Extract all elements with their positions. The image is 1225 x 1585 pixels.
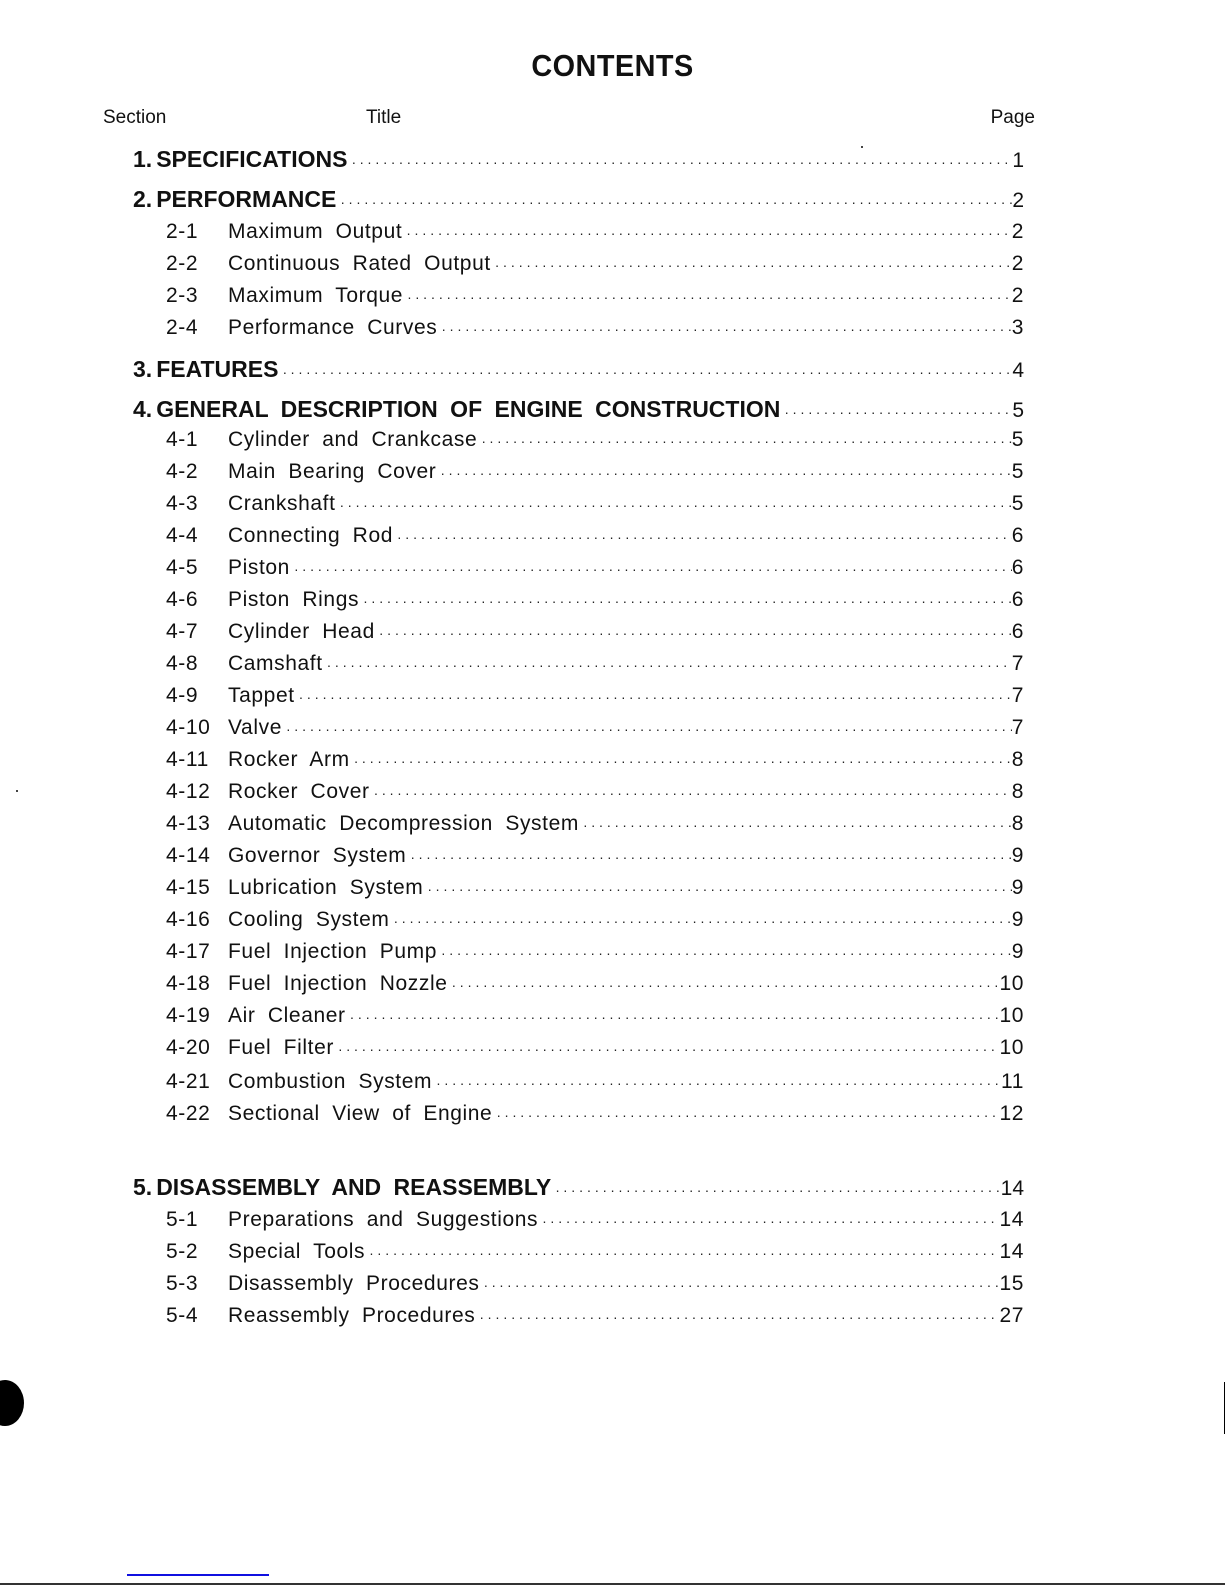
toc-entry-page: 9 [1011, 908, 1024, 931]
toc-entry-number: 4-14 [166, 844, 211, 867]
toc-entry[interactable] [166, 844, 1024, 868]
toc-entry-number: 4-1 [166, 428, 199, 451]
toc-entry-title: Connecting Rod [228, 524, 393, 547]
toc-entry[interactable] [166, 1036, 1024, 1060]
toc-entry-page: 10 [999, 1004, 1024, 1027]
toc-entry-number: 4-22 [166, 1102, 211, 1125]
dot-leader [492, 1107, 999, 1123]
toc-entry-title: Maximum Output [228, 220, 403, 243]
dot-leader [437, 945, 1012, 961]
toc-entry-title: Rocker Cover [228, 780, 370, 803]
toc-entry-number: 4-10 [166, 716, 211, 739]
toc-entry-title: Special Tools [228, 1240, 366, 1263]
dot-leader [336, 194, 1012, 210]
dot-leader [403, 289, 1012, 305]
toc-entry-title: Preparations and Suggestions [228, 1208, 539, 1231]
toc-entry-number: 4-21 [166, 1070, 211, 1093]
toc-entry-title: Piston Rings [228, 588, 360, 611]
toc-entry[interactable] [166, 716, 1024, 740]
toc-entry[interactable] [133, 356, 1024, 383]
blue-underline-mark [127, 1574, 269, 1576]
toc-entry-number: 4-13 [166, 812, 211, 835]
toc-entry-page: 14 [1000, 1177, 1024, 1200]
toc-entry-page: 27 [999, 1304, 1024, 1327]
toc-entry[interactable] [166, 1208, 1024, 1232]
toc-entry-page: 10 [999, 1036, 1024, 1059]
dot-leader [436, 465, 1011, 481]
toc-entry[interactable] [166, 1102, 1024, 1126]
toc-entry[interactable] [166, 940, 1024, 964]
binder-hole-mark [0, 1380, 24, 1426]
toc-entry-number: 4. [133, 396, 153, 422]
toc-entry-page: 9 [1011, 844, 1024, 867]
dot-leader [479, 1277, 999, 1293]
dot-leader [389, 913, 1011, 929]
dot-leader [375, 625, 1012, 641]
toc-entry-number: 2-3 [166, 284, 199, 307]
toc-entry-page: 4 [1012, 359, 1024, 382]
dot-leader [477, 433, 1011, 449]
toc-entry-page: 7 [1011, 652, 1024, 675]
toc-entry-number: 5. [133, 1174, 153, 1200]
toc-entry-title: Sectional View of Engine [228, 1102, 493, 1125]
dot-leader [406, 849, 1011, 865]
toc-entry[interactable] [166, 908, 1024, 932]
toc-entry[interactable] [166, 1304, 1024, 1328]
toc-entry[interactable] [166, 1272, 1024, 1296]
toc-entry[interactable] [166, 812, 1024, 836]
toc-entry-title: Governor System [228, 844, 407, 867]
dot-leader [402, 225, 1011, 241]
toc-entry-title: Piston [228, 556, 290, 579]
toc-entry[interactable] [166, 284, 1024, 308]
dot-leader [334, 1041, 999, 1057]
dot-leader [346, 1009, 1000, 1025]
toc-entry-title: Rocker Arm [228, 748, 350, 771]
scan-speck [16, 790, 18, 792]
toc-entry-title: Cooling System [228, 908, 390, 931]
toc-entry-title: Disassembly Procedures [228, 1272, 480, 1295]
toc-entry-page: 7 [1011, 716, 1024, 739]
toc-entry-page: 2 [1012, 189, 1024, 212]
toc-entry-number: 5-4 [166, 1304, 199, 1327]
toc-entry-number: 4-18 [166, 972, 211, 995]
toc-entry-number: 4-7 [166, 620, 199, 643]
toc-entry-title: FEATURES [156, 356, 279, 382]
toc-entry[interactable] [133, 146, 1024, 173]
toc-entry-page: 7 [1011, 684, 1024, 707]
toc-entry-number: 2. [133, 186, 153, 212]
dot-leader [538, 1213, 999, 1229]
toc-entry[interactable] [166, 780, 1024, 804]
dot-leader [393, 529, 1012, 545]
toc-entry-page: 5 [1011, 460, 1024, 483]
toc-entry-number: 4-6 [166, 588, 199, 611]
toc-entry[interactable] [166, 876, 1024, 900]
dot-leader [551, 1182, 1000, 1198]
dot-leader [491, 257, 1012, 273]
toc-entry-number: 1. [133, 146, 153, 172]
toc-entry[interactable] [166, 428, 1024, 452]
dot-leader [347, 154, 1012, 170]
toc-entry-number: 4-16 [166, 908, 211, 931]
toc-entry-page: 2 [1011, 252, 1024, 275]
toc-entry[interactable] [166, 316, 1024, 340]
toc-entry-title: DISASSEMBLY AND REASSEMBLY [156, 1174, 552, 1200]
toc-entry-title: Fuel Filter [228, 1036, 334, 1059]
toc-entry-title: Cylinder Head [228, 620, 375, 643]
toc-entry[interactable] [166, 972, 1024, 996]
column-header-section: Section [103, 107, 167, 128]
toc-entry-page: 2 [1011, 284, 1024, 307]
dot-leader [290, 561, 1012, 577]
toc-entry-page: 8 [1011, 748, 1024, 771]
toc-entry-number: 4-2 [166, 460, 199, 483]
toc-entry-number: 4-15 [166, 876, 211, 899]
toc-entry-title: Camshaft [228, 652, 323, 675]
scan-speck [861, 146, 863, 148]
toc-entry-number: 4-9 [166, 684, 199, 707]
toc-entry-number: 4-19 [166, 1004, 211, 1027]
toc-entry[interactable] [166, 748, 1024, 772]
dot-leader [350, 753, 1012, 769]
toc-entry-title: Tappet [228, 684, 295, 707]
toc-entry[interactable] [166, 1240, 1024, 1264]
toc-entry[interactable] [166, 1004, 1024, 1028]
toc-entry[interactable] [166, 252, 1024, 276]
toc-entry-title: Continuous Rated Output [228, 252, 491, 275]
dot-leader [423, 881, 1011, 897]
toc-entry-title: Reassembly Procedures [228, 1304, 476, 1327]
dot-leader [295, 689, 1012, 705]
toc-entry[interactable] [133, 186, 1024, 213]
toc-entry-page: 15 [999, 1272, 1024, 1295]
toc-entry[interactable] [166, 652, 1024, 676]
toc-entry-page: 10 [999, 972, 1024, 995]
toc-entry-page: 5 [1012, 399, 1024, 422]
page-title: CONTENTS [531, 48, 694, 83]
toc-entry[interactable] [166, 684, 1024, 708]
dot-leader [365, 1245, 999, 1261]
toc-entry-page: 8 [1011, 780, 1024, 803]
toc-entry-number: 5-1 [166, 1208, 199, 1231]
dot-leader [323, 657, 1012, 673]
toc-entry-title: Combustion System [228, 1070, 433, 1093]
toc-entry-number: 4-12 [166, 780, 211, 803]
toc-entry-title: Air Cleaner [228, 1004, 346, 1027]
toc-entry-number: 5-2 [166, 1240, 199, 1263]
toc-entry-number: 2-2 [166, 252, 199, 275]
toc-entry[interactable] [166, 460, 1024, 484]
column-header-page: Page [990, 107, 1035, 128]
toc-entry-number: 2-1 [166, 220, 199, 243]
toc-entry[interactable] [166, 1070, 1024, 1094]
toc-entry-number: 4-5 [166, 556, 199, 579]
toc-entry[interactable] [166, 620, 1024, 644]
dot-leader [448, 977, 1000, 993]
toc-entry-title: Crankshaft [228, 492, 336, 515]
dot-leader [370, 785, 1012, 801]
toc-entry-page: 12 [999, 1102, 1024, 1125]
toc-entry-number: 5-3 [166, 1272, 199, 1295]
toc-entry-number: 4-20 [166, 1036, 211, 1059]
toc-entry-title: Fuel Injection Nozzle [228, 972, 448, 995]
toc-entry-page: 14 [999, 1240, 1024, 1263]
toc-entry-page: 8 [1011, 812, 1024, 835]
toc-entry-number: 2-4 [166, 316, 199, 339]
toc-entry[interactable] [166, 524, 1024, 548]
toc-entry-page: 11 [1001, 1070, 1024, 1093]
toc-entry-title: Maximum Torque [228, 284, 404, 307]
toc-entry-title: Valve [228, 716, 282, 739]
toc-entry-page: 2 [1011, 220, 1024, 243]
toc-entry-page: 6 [1011, 556, 1024, 579]
toc-entry[interactable] [133, 1174, 1024, 1201]
toc-entry[interactable] [133, 396, 1024, 423]
toc-entry-page: 9 [1011, 876, 1024, 899]
toc-entry-title: PERFORMANCE [156, 186, 337, 212]
toc-entry-number: 4-3 [166, 492, 199, 515]
toc-entry-page: 6 [1011, 588, 1024, 611]
dot-leader [579, 817, 1012, 833]
toc-entry-page: 9 [1011, 940, 1024, 963]
dot-leader [780, 404, 1012, 420]
toc-entry[interactable] [166, 492, 1024, 516]
toc-entry-title: GENERAL DESCRIPTION OF ENGINE CONSTRUCTION [156, 396, 781, 422]
toc-entry-page: 6 [1011, 620, 1024, 643]
toc-entry-number: 4-8 [166, 652, 199, 675]
dot-leader [359, 593, 1012, 609]
toc-entry[interactable] [166, 220, 1024, 244]
toc-entry-page: 14 [999, 1208, 1024, 1231]
toc-entry-page: 6 [1011, 524, 1024, 547]
toc-entry[interactable] [166, 588, 1024, 612]
toc-entry-title: Cylinder and Crankcase [228, 428, 478, 451]
toc-entry-number: 4-4 [166, 524, 199, 547]
toc-entry-title: Main Bearing Cover [228, 460, 437, 483]
toc-entry-title: Performance Curves [228, 316, 438, 339]
dot-leader [432, 1075, 1001, 1091]
toc-entry-page: 5 [1011, 428, 1024, 451]
toc-entry-page: 3 [1011, 316, 1024, 339]
dot-leader [278, 364, 1012, 380]
toc-entry-title: SPECIFICATIONS [156, 146, 348, 172]
toc-entry-number: 3. [133, 356, 153, 382]
toc-entry-number: 4-17 [166, 940, 211, 963]
dot-leader [437, 321, 1011, 337]
toc-entry-title: Fuel Injection Pump [228, 940, 437, 963]
toc-entry[interactable] [166, 556, 1024, 580]
column-header-title: Title [366, 107, 402, 128]
dot-leader [336, 497, 1012, 513]
toc-entry-page: 5 [1011, 492, 1024, 515]
toc-entry-title: Automatic Decompression System [228, 812, 579, 835]
toc-entry-page: 1 [1012, 149, 1024, 172]
toc-entry-title: Lubrication System [228, 876, 424, 899]
toc-entry-number: 4-11 [166, 748, 209, 771]
dot-leader [475, 1309, 999, 1325]
dot-leader [282, 721, 1012, 737]
